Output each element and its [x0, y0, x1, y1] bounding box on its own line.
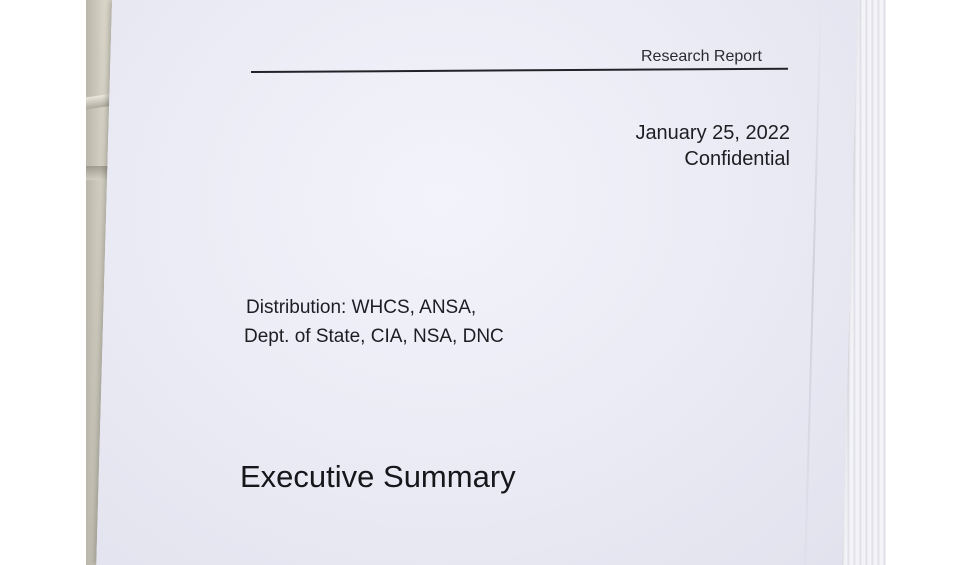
header-label: Research Report — [641, 48, 762, 65]
distribution-line-2: Dept. of State, CIA, NSA, DNC — [244, 326, 504, 347]
classification-label: Confidential — [684, 148, 790, 170]
distribution-line-1: Distribution: WHCS, ANSA, — [246, 297, 477, 318]
page-crease — [804, 0, 822, 565]
section-title: Executive Summary — [240, 459, 516, 494]
document-date: January 25, 2022 — [635, 122, 790, 144]
background-margin — [886, 0, 980, 565]
